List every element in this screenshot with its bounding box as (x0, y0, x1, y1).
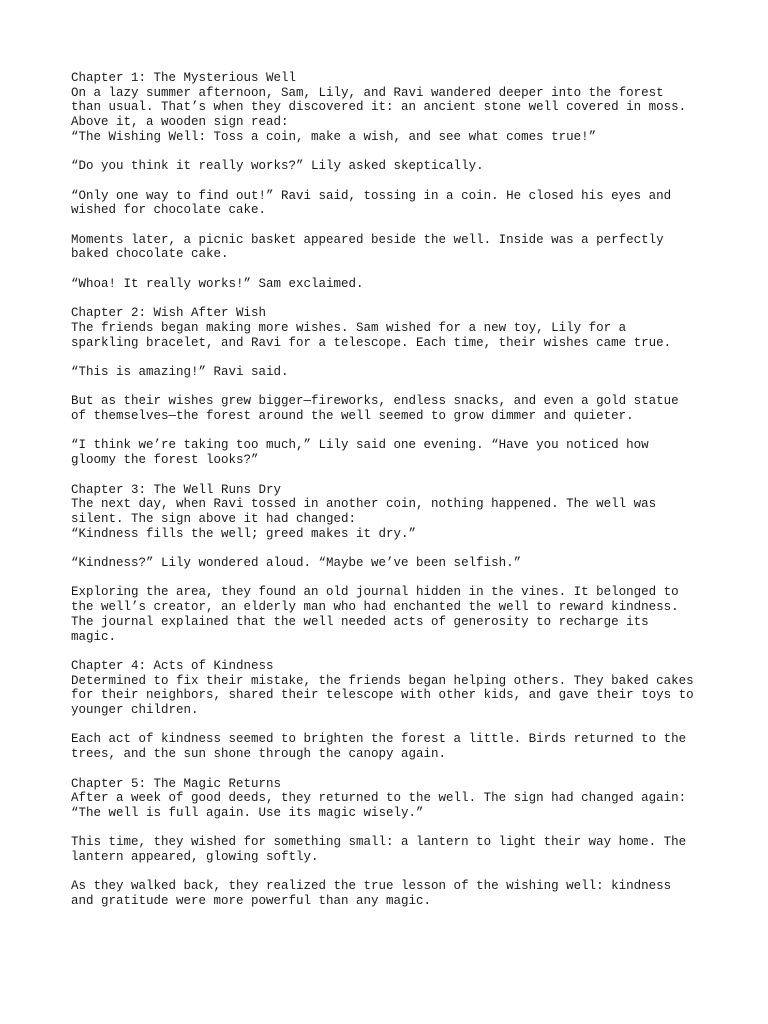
text-line: trees, and the sun shone through the canopy again. (71, 747, 447, 762)
paragraph (71, 659, 711, 718)
text-line: Each act of kindness seemed to brighten the forest a little. Birds returned to the (71, 732, 687, 747)
text-line: But as their wishes grew bigger—fireworks, endless snacks, and even a gold statue (71, 394, 679, 409)
text-line: Determined to fix their mistake, the friends began helping others. They baked cakes (71, 673, 694, 688)
text-line: “The well is full again. Use its magic wisely.” (71, 805, 424, 820)
text-line: silent. The sign above it had changed: (71, 511, 357, 526)
text-line: The friends began making more wishes. Sam wished for a new toy, Lily for a (71, 320, 627, 335)
text-line: As they walked back, they realized the true lesson of the wishing well: kindness (71, 879, 672, 894)
text-line: “The Wishing Well: Toss a coin, make a wish, and see what comes true!” (71, 129, 597, 144)
paragraph (71, 394, 711, 423)
text-line: Chapter 5: The Magic Returns (71, 776, 282, 791)
text-line: lantern appeared, glowing softly. (71, 850, 319, 865)
text-line: wished for chocolate cake. (71, 203, 267, 218)
text-line: and gratitude were more powerful than any magic. (71, 894, 432, 909)
paragraph (71, 365, 711, 380)
text-line: After a week of good deeds, they returned to the well. The sign had changed again: (71, 791, 687, 806)
text-line: The next day, when Ravi tossed in another coin, nothing happened. The well was (71, 497, 657, 512)
paragraph (71, 306, 711, 350)
text-line: “This is amazing!” Ravi said. (71, 364, 289, 379)
text-line: of themselves—the forest around the well seemed to grow dimmer and quieter. (71, 409, 634, 424)
paragraph (71, 585, 711, 644)
text-line: Chapter 3: The Well Runs Dry (71, 482, 282, 497)
text-line: than usual. That’s when they discovered it: an ancient stone well covered in moss. (71, 100, 687, 115)
text-line: “Only one way to find out!” Ravi said, tossing in a coin. He closed his eyes and (71, 188, 672, 203)
text-line: gloomy the forest looks?” (71, 453, 259, 468)
text-line: “Whoa! It really works!” Sam exclaimed. (71, 276, 364, 291)
paragraph (71, 159, 711, 174)
text-line: “Kindness?” Lily wondered aloud. “Maybe we’ve been selfish.” (71, 556, 522, 571)
paragraph (71, 189, 711, 218)
text-line: The journal explained that the well needed acts of generosity to recharge its (71, 614, 649, 629)
text-line: baked chocolate cake. (71, 247, 229, 262)
text-line: Exploring the area, they found an old journal hidden in the vines. It belonged to (71, 585, 679, 600)
text-line: Chapter 4: Acts of Kindness (71, 658, 274, 673)
text-line: “I think we’re taking too much,” Lily said one evening. “Have you noticed how (71, 438, 649, 453)
paragraph (71, 483, 711, 542)
text-line: On a lazy summer afternoon, Sam, Lily, and Ravi wandered deeper into the forest (71, 85, 664, 100)
paragraph (71, 556, 711, 571)
text-line: Chapter 1: The Mysterious Well (71, 71, 297, 85)
document-page (71, 71, 711, 924)
text-line: “Kindness fills the well; greed makes it dry.” (71, 526, 417, 541)
paragraph (71, 277, 711, 292)
text-line: sparkling bracelet, and Ravi for a telescope. Each time, their wishes came true. (71, 335, 672, 350)
text-line: Above it, a wooden sign read: (71, 115, 289, 130)
text-line: “Do you think it really works?” Lily asked skeptically. (71, 159, 484, 174)
paragraph (71, 835, 711, 864)
text-line: the well’s creator, an elderly man who had enchanted the well to reward kindness. (71, 600, 679, 615)
text-line: Chapter 2: Wish After Wish (71, 306, 267, 321)
text-line: for their neighbors, shared their telescope with other kids, and gave their toys to (71, 688, 694, 703)
paragraph (71, 879, 711, 908)
paragraph (71, 438, 711, 467)
paragraph (71, 732, 711, 761)
story-text (71, 71, 711, 909)
text-line: Moments later, a picnic basket appeared beside the well. Inside was a perfectly (71, 232, 664, 247)
paragraph (71, 233, 711, 262)
text-line: younger children. (71, 703, 199, 718)
text-line: This time, they wished for something small: a lantern to light their way home. The (71, 835, 687, 850)
paragraph (71, 777, 711, 821)
paragraph (71, 71, 711, 145)
text-line: magic. (71, 629, 117, 644)
